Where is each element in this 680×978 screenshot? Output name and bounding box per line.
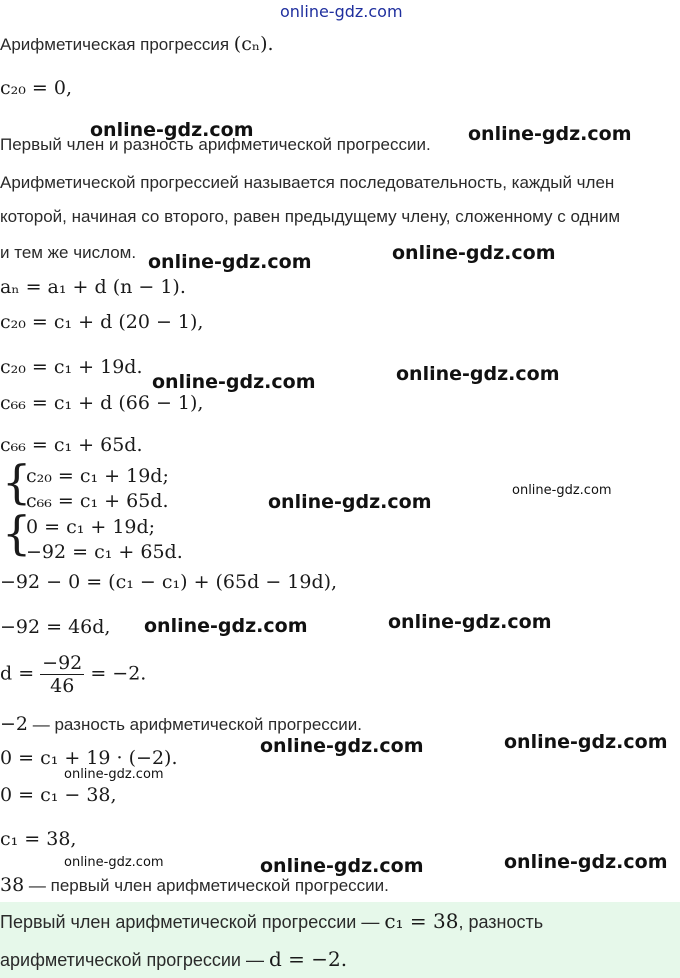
watermark: online-gdz.com bbox=[388, 611, 552, 633]
first-term-text: — первый член арифметической прогрессии. bbox=[24, 876, 389, 895]
fraction-denominator: 46 bbox=[50, 675, 75, 697]
system-brace-1: { bbox=[2, 455, 32, 509]
watermark: online-gdz.com bbox=[64, 767, 164, 782]
definition-line-2: которой, начиная со второго, равен предыдущему члену, сложенному с одним bbox=[0, 207, 621, 226]
fraction-rhs: = −2. bbox=[90, 662, 147, 685]
watermark-top: online-gdz.com bbox=[280, 2, 403, 21]
watermark: online-gdz.com bbox=[148, 251, 312, 273]
answer-line-1-tail: , разность bbox=[458, 912, 544, 932]
watermark: online-gdz.com bbox=[504, 731, 668, 753]
formula-c20: c₂₀ = c₁ + 19d. bbox=[0, 356, 143, 378]
watermark: online-gdz.com bbox=[152, 371, 316, 393]
fraction bbox=[40, 652, 84, 697]
answer-d: d = −2. bbox=[268, 947, 348, 971]
formula-d-fraction bbox=[0, 652, 146, 697]
fraction-numerator: −92 bbox=[42, 652, 83, 674]
watermark: online-gdz.com bbox=[268, 491, 432, 513]
formula-c20-expanded: c₂₀ = c₁ + d (20 − 1), bbox=[0, 311, 204, 333]
formula-substitute: 0 = c₁ + 19 · (−2). bbox=[0, 747, 178, 769]
watermark: online-gdz.com bbox=[64, 855, 164, 870]
watermark: online-gdz.com bbox=[504, 851, 668, 873]
formula-c1: c₁ = 38, bbox=[0, 828, 77, 850]
answer-line-2-text: арифметической прогрессии — bbox=[0, 950, 269, 970]
definition-line-3: и тем же числом. bbox=[0, 243, 137, 262]
given-line: c₂₀ = 0, bbox=[0, 77, 73, 99]
difference-text: — разность арифметической прогрессии. bbox=[28, 715, 362, 734]
formula-46d: −92 = 46d, bbox=[0, 616, 111, 638]
answer-line-2 bbox=[0, 947, 347, 971]
watermark: online-gdz.com bbox=[90, 119, 254, 141]
intro-text: Арифметическая прогрессия bbox=[0, 35, 234, 54]
intro-math: (cₙ). bbox=[233, 33, 274, 55]
system-brace-2: { bbox=[2, 506, 32, 560]
system2-eq1: 0 = c₁ + 19d; bbox=[26, 516, 156, 538]
system1-eq2: c₆₆ = c₁ + 65d. bbox=[26, 490, 169, 512]
formula-subtraction: −92 − 0 = (c₁ − c₁) + (65d − 19d), bbox=[0, 571, 338, 593]
answer-line-1 bbox=[0, 909, 543, 933]
first-term-line bbox=[0, 874, 389, 896]
answer-line-1-text: Первый член арифметической прогрессии — bbox=[0, 912, 385, 932]
difference-value: −2 bbox=[0, 713, 29, 735]
watermark: online-gdz.com bbox=[144, 615, 308, 637]
watermark: online-gdz.com bbox=[468, 123, 632, 145]
watermark: online-gdz.com bbox=[512, 483, 612, 498]
first-term-value: 38 bbox=[0, 874, 25, 896]
watermark: online-gdz.com bbox=[396, 363, 560, 385]
formula-minus-38: 0 = c₁ − 38, bbox=[0, 784, 117, 806]
answer-c1: c₁ = 38 bbox=[384, 909, 459, 933]
watermark: online-gdz.com bbox=[260, 735, 424, 757]
formula-c66-expanded: c₆₆ = c₁ + d (66 − 1), bbox=[0, 392, 204, 414]
formula-general: aₙ = a₁ + d (n − 1). bbox=[0, 276, 186, 298]
definition-line-1: Арифметической прогрессией называется последовательность, каждый член bbox=[0, 173, 615, 192]
system1-eq1: c₂₀ = c₁ + 19d; bbox=[26, 465, 169, 487]
fraction-lhs: d = bbox=[0, 662, 35, 685]
question-line: Первый член и разность арифметической прогрессии. bbox=[0, 135, 431, 154]
intro-line bbox=[0, 33, 274, 55]
watermark: online-gdz.com bbox=[392, 242, 556, 264]
system2-eq2: −92 = c₁ + 65d. bbox=[26, 541, 183, 563]
watermark: online-gdz.com bbox=[260, 855, 424, 877]
formula-c66: c₆₆ = c₁ + 65d. bbox=[0, 434, 143, 456]
difference-line bbox=[0, 713, 362, 735]
